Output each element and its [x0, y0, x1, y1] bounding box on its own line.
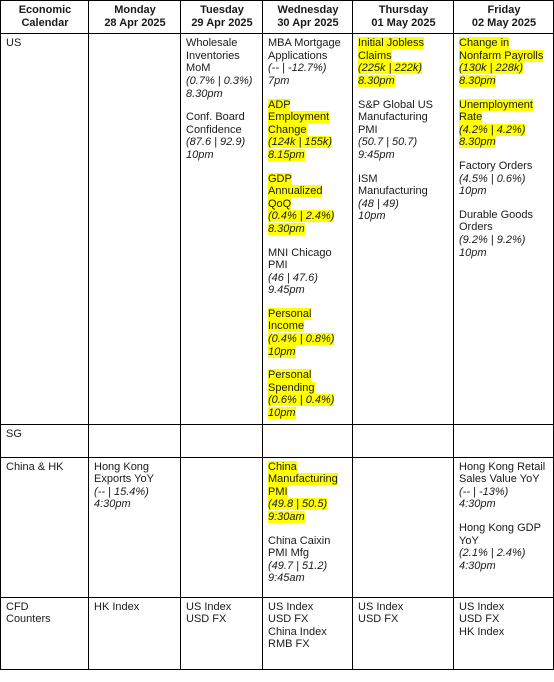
- highlighted-event-text: [459, 99, 533, 149]
- highlighted-event-text: [268, 308, 334, 358]
- cell-cn-tue: [181, 457, 263, 597]
- cell-cfd-tue: [181, 597, 263, 669]
- region-label-sg: SG: [1, 424, 89, 457]
- cell-us-wed: [263, 34, 353, 424]
- event-values: (0.4% | 2.4%): [268, 210, 335, 223]
- event-time: 8.30pm: [358, 74, 395, 87]
- event-name: Hong Kong Exports YoY: [94, 460, 154, 486]
- calendar-event: [459, 209, 549, 259]
- event-time: 9:45pm: [358, 148, 395, 161]
- highlighted-event-text: [459, 37, 543, 87]
- event-values: (-- | 15.4%): [94, 485, 149, 498]
- event-name: Personal Income: [268, 307, 312, 333]
- calendar-event: [268, 99, 348, 162]
- event-text: [94, 461, 154, 511]
- calendar-event: [459, 160, 549, 198]
- calendar-event: [268, 535, 348, 585]
- event-time: 4:30pm: [459, 498, 496, 511]
- calendar-event: [94, 461, 176, 511]
- event-values: (48 | 49): [358, 197, 399, 210]
- event-time: 10pm: [186, 148, 214, 161]
- region-label-us: US: [1, 34, 89, 424]
- event-values: (-- | -13%): [459, 485, 509, 498]
- cell-cn-thu: [353, 457, 454, 597]
- event-text: [186, 111, 245, 161]
- event-text: [459, 522, 541, 572]
- highlighted-event-text: [268, 461, 338, 523]
- event-values: (0.7% | 0.3%): [186, 74, 253, 87]
- row-china-hk: [1, 457, 554, 597]
- event-text: [268, 37, 341, 87]
- event-time: 10pm: [268, 407, 296, 420]
- event-name: S&P Global US Manufacturing PMI: [358, 98, 434, 136]
- event-name: Change in Nonfarm Payrolls: [459, 37, 544, 62]
- cell-sg-fri: [454, 424, 554, 457]
- event-name: China Manufacturing PMI: [268, 460, 338, 498]
- highlighted-event-text: [268, 173, 334, 235]
- calendar-event: [459, 37, 549, 87]
- event-text: [358, 173, 428, 223]
- cell-sg-mon: [89, 424, 181, 457]
- event-values: (-- | -12.7%): [268, 62, 327, 75]
- event-text: [459, 209, 533, 259]
- event-time: 10pm: [358, 210, 386, 223]
- header-wednesday: Wednesday 30 Apr 2025: [263, 1, 353, 34]
- cfd-counter: US Index: [459, 600, 505, 613]
- event-name: MNI Chicago PMI: [268, 246, 332, 272]
- event-time: 10pm: [459, 246, 487, 259]
- highlighted-event-text: [268, 99, 332, 161]
- event-time: 9:45am: [268, 572, 305, 585]
- header-row: [1, 1, 554, 34]
- event-text: [358, 99, 433, 161]
- highlighted-event-text: [358, 37, 424, 87]
- event-values: (130k | 228k): [459, 62, 524, 75]
- event-time: 10pm: [268, 345, 296, 358]
- cell-us-mon: [89, 34, 181, 424]
- calendar-event: [186, 111, 258, 161]
- calendar-event: [268, 247, 348, 297]
- cell-cn-fri: [454, 457, 554, 597]
- event-values: (2.1% | 2.4%): [459, 547, 526, 560]
- cfd-counter: USD FX: [459, 613, 500, 626]
- header-thursday: Thursday 01 May 2025: [353, 1, 454, 34]
- cfd-counter: China Index: [268, 625, 327, 638]
- event-values: (4.5% | 0.6%): [459, 172, 526, 185]
- highlighted-event-text: [268, 369, 334, 419]
- cell-us-thu: [353, 34, 454, 424]
- event-name: ISM Manufacturing: [358, 172, 428, 198]
- event-values: (9.2% | 9.2%): [459, 233, 526, 246]
- event-time: 8.30pm: [459, 74, 496, 87]
- event-time: 7pm: [268, 74, 290, 87]
- event-time: 8.30pm: [186, 87, 223, 100]
- event-values: (4.2% | 4.2%): [459, 123, 526, 136]
- event-name: Personal Spending: [268, 369, 315, 394]
- row-cfd-counters: [1, 597, 554, 669]
- event-name: China Caixin PMI Mfg: [268, 534, 331, 560]
- event-time: 4:30pm: [94, 498, 131, 511]
- calendar-event: [459, 99, 549, 149]
- event-values: (49.7 | 51.2): [268, 559, 328, 572]
- event-values: (87.6 | 92.9): [186, 136, 246, 149]
- event-name: Durable Goods Orders: [459, 208, 533, 234]
- event-name: Hong Kong Retail Sales Value YoY: [459, 460, 546, 486]
- row-us: [1, 34, 554, 424]
- event-values: (0.4% | 0.8%): [268, 333, 335, 346]
- region-label-china-hk: China & HK: [1, 457, 89, 597]
- event-time: 8.30pm: [459, 136, 496, 149]
- event-name: Hong Kong GDP YoY: [459, 522, 541, 547]
- event-name: MBA Mortgage Applications: [268, 37, 341, 62]
- event-text: [186, 37, 252, 99]
- cell-cfd-thu: [353, 597, 454, 669]
- calendar-event: [358, 99, 449, 162]
- calendar-event: [358, 37, 449, 87]
- corner-header: Economic Calendar: [1, 1, 89, 34]
- event-name: Wholesale Inventories MoM: [186, 37, 240, 75]
- calendar-event: [358, 173, 449, 223]
- calendar-event: [459, 461, 549, 511]
- event-values: (46 | 47.6): [268, 271, 318, 284]
- event-name: Conf. Board Confidence: [186, 111, 245, 136]
- cfd-counter: HK Index: [459, 625, 505, 638]
- event-time: 10pm: [459, 185, 487, 198]
- cfd-counter: USD FX: [186, 613, 227, 626]
- event-text: [459, 461, 545, 511]
- cfd-counter: US Index: [358, 600, 404, 613]
- calendar-event: [268, 461, 348, 524]
- event-values: (49.8 | 50.5): [268, 498, 328, 511]
- cell-sg-tue: [181, 424, 263, 457]
- event-values: (0.6% | 0.4%): [268, 394, 335, 407]
- event-text: [268, 247, 332, 297]
- calendar-event: [459, 522, 549, 572]
- event-time: 4:30pm: [459, 559, 496, 572]
- cfd-counter: USD FX: [358, 613, 399, 626]
- calendar-event: [268, 369, 348, 419]
- cell-sg-thu: [353, 424, 454, 457]
- header-tuesday: Tuesday 29 Apr 2025: [181, 1, 263, 34]
- header-friday: Friday 02 May 2025: [454, 1, 554, 34]
- event-name: Factory Orders: [459, 159, 533, 172]
- cell-sg-wed: [263, 424, 353, 457]
- cfd-counter: USD FX: [268, 613, 309, 626]
- calendar-event: [186, 37, 258, 100]
- event-time: 9.45pm: [268, 284, 305, 297]
- cell-cn-wed: [263, 457, 353, 597]
- event-text: [459, 160, 532, 197]
- event-time: 9:30am: [268, 511, 305, 523]
- event-values: (225k | 222k): [358, 62, 423, 75]
- event-values: (50.7 | 50.7): [358, 136, 418, 149]
- event-name: GDP Annualized QoQ: [268, 172, 323, 210]
- cell-cfd-fri: [454, 597, 554, 669]
- cfd-counter: RMB FX: [268, 638, 310, 651]
- row-sg: [1, 424, 554, 457]
- calendar-event: [268, 308, 348, 358]
- event-time: 8.15pm: [268, 148, 305, 161]
- cell-cfd-mon: [89, 597, 181, 669]
- event-values: (124k | 155k): [268, 136, 333, 149]
- event-time: 8.30pm: [268, 222, 305, 235]
- event-name: Unemployment Rate: [459, 98, 533, 124]
- header-monday: Monday 28 Apr 2025: [89, 1, 181, 34]
- cfd-counter: US Index: [186, 600, 232, 613]
- cfd-counter: US Index: [268, 600, 314, 613]
- calendar-event: [268, 37, 348, 87]
- cfd-counter: HK Index: [94, 600, 140, 613]
- cell-us-fri: [454, 34, 554, 424]
- event-name: Initial Jobless Claims: [358, 37, 425, 62]
- event-name: ADP Employment Change: [268, 98, 330, 136]
- region-label-cfd: CFD Counters: [1, 597, 89, 669]
- cell-us-tue: [181, 34, 263, 424]
- cell-cfd-wed: [263, 597, 353, 669]
- cell-cn-mon: [89, 457, 181, 597]
- event-text: [268, 535, 330, 585]
- calendar-event: [268, 173, 348, 236]
